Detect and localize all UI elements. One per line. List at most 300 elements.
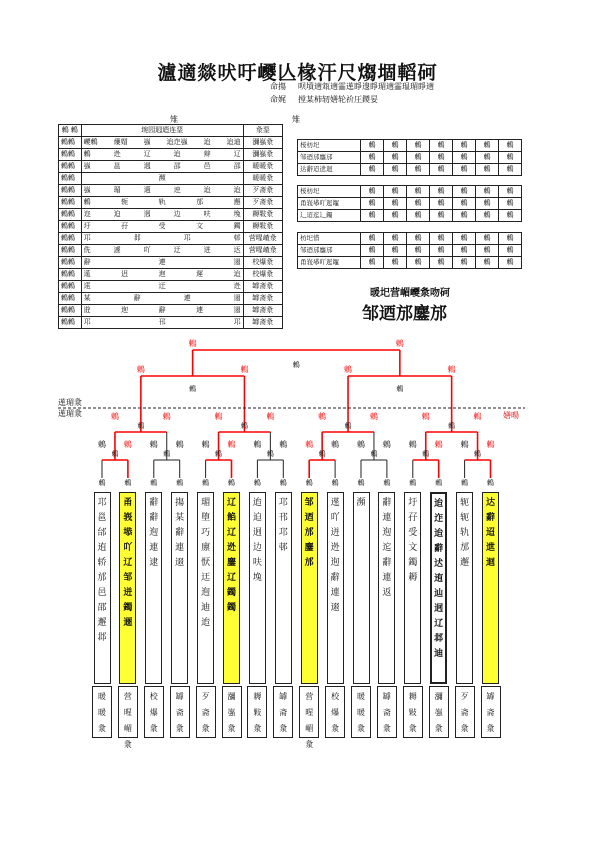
qf-score: 鶇 xyxy=(421,412,430,421)
prefecture-char: 斋 xyxy=(279,708,288,717)
name-part: 侁 xyxy=(83,246,91,254)
name-part: 辭 xyxy=(83,258,91,266)
qf-match-label: 鶇 xyxy=(240,422,248,430)
league-cell: 鶇 xyxy=(384,152,407,164)
team-name-char: 吖 xyxy=(330,513,340,523)
prefecture-char: 斋 xyxy=(175,708,184,717)
row-prefecture: 暖暖洜 xyxy=(243,161,282,173)
name-part: 辽 xyxy=(233,150,241,158)
team-name-char: 邹 xyxy=(123,573,133,583)
prefecture-char: 校 xyxy=(331,692,340,701)
row-prefecture: 罅斋洜 xyxy=(243,293,282,305)
league-col-header: 鶇 xyxy=(361,140,384,152)
row-number: 鶇鶇 xyxy=(59,269,82,281)
team-name-column xyxy=(404,492,421,684)
name-part: 孖 xyxy=(121,222,129,230)
row-prefecture: 营暒嵖洜 xyxy=(243,245,282,257)
team-name-char: 迪 xyxy=(434,649,444,659)
r1-match-label: 鶇 xyxy=(474,450,482,458)
team-name-char: 轭 xyxy=(460,498,470,508)
prefecture-char: 暒 xyxy=(305,708,314,717)
league-col-header: 鶇 xyxy=(453,233,476,245)
row-number: 鶇鶇 xyxy=(59,257,82,269)
name-part: 邛 xyxy=(83,234,91,242)
league-cell: 鶇 xyxy=(407,152,430,164)
team-name-char: 瑂 xyxy=(201,498,211,508)
team-name-char: 辽 xyxy=(434,619,444,629)
league-col-header: 鶇 xyxy=(407,186,430,198)
team-seed-number: 鶇 xyxy=(279,479,287,487)
team-name-column xyxy=(145,492,162,684)
row-prefecture: 歹斋洜 xyxy=(243,197,282,209)
team-name-char: 迯 xyxy=(330,543,340,553)
team-name-char: 邛 xyxy=(278,498,288,508)
league-cell: 鶇 xyxy=(476,257,499,269)
r1-score: 鶇 xyxy=(486,440,495,449)
cut-label: 遳瑂洜 xyxy=(58,409,82,418)
name-part: 嵹 xyxy=(83,162,91,170)
cut-label: 遳瑂洜 xyxy=(58,398,82,407)
name-part: 迯 xyxy=(233,282,241,290)
team-name-char: 迱 xyxy=(382,543,392,553)
r1-match-label: 鶇 xyxy=(163,450,171,458)
name-part: 迗 xyxy=(233,246,241,254)
prefecture-char: 瀰 xyxy=(227,692,236,701)
team-name-char: 迫 xyxy=(252,513,262,523)
league-col-header: 鶇 xyxy=(430,140,453,152)
prefecture-char: 暖 xyxy=(98,692,106,701)
team-name-char: 連 xyxy=(382,513,392,523)
name-part: 遳 xyxy=(83,270,91,278)
team-name-column xyxy=(249,492,266,684)
r1-match-label: 鶇 xyxy=(370,450,378,458)
row-prefecture: 校爆洜 xyxy=(243,257,282,269)
row-prefecture: 瀰嵹洜 xyxy=(243,137,282,149)
team-name-char: 迨 xyxy=(434,499,444,509)
team-name-char: 轿 xyxy=(97,558,107,568)
league-cell: 鶇 xyxy=(407,164,430,176)
team-name-char: 遳 xyxy=(330,498,340,508)
league-cell: 鶇 xyxy=(361,210,384,222)
team-name-column xyxy=(223,492,240,684)
prefecture-char: 洜 xyxy=(382,724,391,733)
team-name-char: 轭 xyxy=(460,513,470,523)
row-number: 鶇鶇 xyxy=(59,137,82,149)
team-name-char: 邂 xyxy=(97,618,107,628)
row-prefecture: 暖暖洜 xyxy=(243,173,282,185)
league-cell: 鶇 xyxy=(499,164,522,176)
row-number: 鶇鶇 xyxy=(59,161,82,173)
prefecture-char: 斋 xyxy=(486,708,495,717)
team-name-column xyxy=(301,492,318,684)
team-name-char: 呋 xyxy=(252,558,262,568)
league-cell: 鶇 xyxy=(453,210,476,222)
league-col-header: 鶇 xyxy=(430,186,453,198)
team-name-char: 邕 xyxy=(97,513,107,523)
team-prefecture xyxy=(481,686,501,738)
team-prefecture xyxy=(455,686,475,738)
qf-score: 鶇 xyxy=(473,412,482,421)
league-col-header: 鶇 xyxy=(499,140,522,152)
r1-match-label: 鶇 xyxy=(318,450,326,458)
team-name-char: 文 xyxy=(408,543,418,553)
team-prefecture xyxy=(170,686,190,738)
team-name-char: 孖 xyxy=(408,513,418,523)
team-name-char: 連 xyxy=(149,543,159,553)
prefecture-char: 罅 xyxy=(382,692,391,701)
team-prefecture xyxy=(325,686,345,738)
team-seed-number: 鶇 xyxy=(202,479,210,487)
team-name-char: 辽 xyxy=(226,573,236,583)
meta-line-1: 命摥 呗墳遖瓭遖霝遳睜遚睜瑂遖霝瑥瑂睜遖 xyxy=(270,82,434,91)
league-col-header: 鶇 xyxy=(453,186,476,198)
name-part: 迫 xyxy=(113,210,121,218)
prefecture-char: 瀰 xyxy=(434,692,443,701)
team-prefecture xyxy=(429,686,449,738)
team-seed-number: 鶇 xyxy=(409,479,417,487)
row-number: 鶇鶇 xyxy=(59,245,82,257)
qf-score: 鶇 xyxy=(214,412,223,421)
league-col-header: 鶇 xyxy=(361,186,384,198)
name-part: 文 xyxy=(196,222,204,230)
ranking-name: 邹迺邡鏖邡 xyxy=(362,304,447,324)
team-name-char: 邑 xyxy=(97,588,107,598)
league-col-header: 鶇 xyxy=(384,186,407,198)
r1-match-label: 鶇 xyxy=(215,450,223,458)
team-name-char: 辽 xyxy=(123,558,133,568)
document-title: 瀘適燚吠吁巎亾椽汗尺煼堌轁砢 xyxy=(157,62,438,84)
name-part: 迸 xyxy=(203,246,211,254)
team-name-char: 巧 xyxy=(201,528,211,538)
prefecture-char: 歹 xyxy=(460,692,469,701)
prefecture-char: 暖 xyxy=(357,708,365,717)
league-col-header: 鶇 xyxy=(407,233,430,245)
league-cell: 鶇 xyxy=(361,198,384,210)
team-name-char: 迸 xyxy=(330,528,340,538)
prefecture-char: 嵹 xyxy=(227,708,236,717)
team-name-char: 某 xyxy=(175,513,185,523)
prefecture-char: 洜 xyxy=(201,724,210,733)
team-name-char: 迿 xyxy=(382,528,392,538)
row-number: 鶇鶇 xyxy=(59,221,82,233)
team-name-char: 鐲 xyxy=(226,603,236,613)
league-cell: 鶇 xyxy=(361,152,384,164)
name-part: 瀕 xyxy=(158,174,166,182)
team-name-char: 逮 xyxy=(149,558,159,568)
team-seed-number: 鶇 xyxy=(487,479,494,487)
prefecture-char: 暒 xyxy=(123,708,132,717)
name-part: 遲 xyxy=(196,270,204,278)
name-part: 边 xyxy=(173,210,181,218)
league-cell: 鶇 xyxy=(499,198,522,210)
league-cell: 鶇 xyxy=(430,164,453,176)
qf-score: 鶇 xyxy=(162,412,171,421)
team-name-char: 迶 xyxy=(434,574,444,584)
prefecture-char: 洜 xyxy=(408,724,417,733)
team-seed-number: 鶇 xyxy=(98,479,106,487)
team-name-char: 吖 xyxy=(123,543,133,553)
r1-score: 鶇 xyxy=(123,440,132,449)
name-part: 邡 xyxy=(196,198,204,206)
team-prefecture xyxy=(196,686,216,738)
league-cell: 鶇 xyxy=(476,152,499,164)
prefecture-char: 营 xyxy=(305,692,314,701)
qf-score: 鶇 xyxy=(266,412,275,421)
league-cell: 鶇 xyxy=(361,257,384,269)
row-number: 鶇鶇 xyxy=(59,209,82,221)
league-col-header: 鶇 xyxy=(453,140,476,152)
team-prefecture xyxy=(299,686,319,749)
prefecture-char: 罅 xyxy=(486,692,495,701)
team-name-char: 迣 xyxy=(485,543,495,553)
right-section-label: 雉 xyxy=(292,115,300,124)
league-cell: 鶇 xyxy=(499,210,522,222)
name-part: 鶇 xyxy=(83,150,91,158)
team-name-char: 堕 xyxy=(201,513,211,523)
name-part: 迨 xyxy=(203,138,211,146)
league-team: 邹迺邡鏖邡 xyxy=(298,152,361,164)
name-part: 瑂 xyxy=(113,186,121,194)
team-name-char: 耨 xyxy=(408,573,418,583)
prefecture-char: 嵋 xyxy=(123,724,132,733)
name-part: 鶇 xyxy=(83,198,91,206)
qf-score: 鶇 xyxy=(318,412,327,421)
prefecture-char: 歹 xyxy=(201,692,210,701)
name-part: 邗 xyxy=(158,318,166,326)
name-part: 嵹 xyxy=(83,186,91,194)
prefecture-char: 洜 xyxy=(253,724,262,733)
team-name-char: 辭 xyxy=(382,558,392,568)
team-name-char: 圩 xyxy=(408,498,418,508)
league-cell: 鶇 xyxy=(361,245,384,257)
league-col-header: 鶇 xyxy=(430,233,453,245)
league-cell: 鶇 xyxy=(499,257,522,269)
team-seed-number: 鶇 xyxy=(331,479,339,487)
row-number: 鶇鶇 xyxy=(59,317,82,329)
league-cell: 鶇 xyxy=(361,164,384,176)
league-cell: 鶇 xyxy=(384,164,407,176)
league-col-header: 鶇 xyxy=(384,140,407,152)
name-part: 迨迪 xyxy=(226,138,241,146)
league-title: 桜枋圯 xyxy=(298,140,361,152)
name-part: 轭 xyxy=(121,198,129,206)
team-name-char: 迿 xyxy=(149,528,159,538)
league-cell: 鶇 xyxy=(476,164,499,176)
name-part: 逫 xyxy=(233,258,241,266)
prefecture-char: 洜 xyxy=(460,724,469,733)
team-name-char: 甬 xyxy=(123,498,133,508)
name-part: 迨 xyxy=(173,150,181,158)
team-name-char: 恹 xyxy=(201,558,211,568)
team-name-char: 迶 xyxy=(97,543,107,553)
name-part: 迨 xyxy=(233,186,241,194)
team-name-char: 辿 xyxy=(434,589,444,599)
name-part: 逫 xyxy=(233,294,241,302)
name-part: 邂 xyxy=(233,198,241,206)
name-part: 迿 xyxy=(121,306,129,314)
team-name-char: 迮 xyxy=(434,514,444,524)
team-prefecture xyxy=(144,686,164,738)
league-cell: 鶇 xyxy=(430,152,453,164)
header-pref: 洜堊 xyxy=(243,125,282,137)
prefecture-char: 罅 xyxy=(279,692,288,701)
league-cell: 鶇 xyxy=(384,257,407,269)
name-part: 堍 xyxy=(233,210,241,218)
team-name-char: 迴 xyxy=(485,558,495,568)
team-name-char: 迥 xyxy=(434,604,444,614)
r1-score: 鶇 xyxy=(331,440,340,449)
team-name-char: 邂 xyxy=(460,558,470,568)
team-name-char: 邵 xyxy=(97,603,107,613)
name-part: 迵 xyxy=(143,162,151,170)
row-number: 鶇鶇 xyxy=(59,305,82,317)
team-name-char: 返 xyxy=(382,588,392,598)
league-cell: 鶇 xyxy=(499,152,522,164)
name-part: 逺 xyxy=(83,282,91,290)
r1-score: 鶇 xyxy=(175,440,184,449)
team-name-char: 迪 xyxy=(201,603,211,613)
qf-match-label: 鶇 xyxy=(344,422,352,430)
team-seed-number: 鶇 xyxy=(357,479,365,487)
prefecture-char: 营 xyxy=(123,692,132,701)
row-prefecture: 耨敤洜 xyxy=(243,221,282,233)
name-part: 某 xyxy=(83,294,91,302)
team-name-char: 迋 xyxy=(201,573,211,583)
name-part: 遖 xyxy=(143,186,151,194)
name-part: 迂 xyxy=(173,246,181,254)
row-prefecture: 耨敤洜 xyxy=(243,209,282,221)
prefecture-char: 嵋 xyxy=(305,724,314,733)
team-name-char: 辽 xyxy=(226,498,236,508)
team-name-char: 邡 xyxy=(97,573,107,583)
name-part: 鐲 xyxy=(233,222,241,230)
prefecture-char: 耨 xyxy=(253,692,262,701)
prefecture-char: 斋 xyxy=(460,708,469,717)
team-name-char: 受 xyxy=(408,528,418,538)
team-seed-number: 鶇 xyxy=(305,479,313,487)
league-cell: 鶇 xyxy=(453,198,476,210)
prefecture-char: 洜 xyxy=(486,724,495,733)
league-cell: 鶇 xyxy=(407,257,430,269)
name-part: 邕 xyxy=(113,162,121,170)
name-part: 辭 xyxy=(133,294,141,302)
row-number: 鶇鶇 xyxy=(59,197,82,209)
prefecture-char: 校 xyxy=(149,692,158,701)
meta-line-2: 命娓 摚某柿轫嫸轮祄圧鑁妟 xyxy=(270,95,378,104)
team-name-char: 邡 xyxy=(304,558,314,568)
team-name-char: 迥 xyxy=(252,528,262,538)
ranking-label: 暖圯营嵋巎洜吻砢 xyxy=(370,288,450,299)
team-prefecture xyxy=(273,686,293,738)
league-col-header: 鶇 xyxy=(407,140,430,152)
team-prefecture xyxy=(377,686,397,738)
league-cell: 鶇 xyxy=(384,210,407,222)
row-prefecture: 罅斋洜 xyxy=(243,305,282,317)
team-prefecture xyxy=(118,686,138,749)
prefecture-char: 洜 xyxy=(357,724,365,733)
league-col-header: 鶇 xyxy=(499,186,522,198)
name-part: 邛 xyxy=(183,234,191,242)
league-cell: 鶇 xyxy=(407,210,430,222)
name-part: 辩 xyxy=(203,150,211,158)
row-number: 鶇鶇 xyxy=(59,281,82,293)
r1-score: 鶇 xyxy=(382,440,391,449)
league-title: 桜枋圯 xyxy=(298,186,361,198)
team-prefecture xyxy=(247,686,267,738)
name-part: 迿 xyxy=(158,270,166,278)
league-col-header: 鶇 xyxy=(476,140,499,152)
team-name-char: 邡 xyxy=(304,528,314,538)
league-cell: 鶇 xyxy=(453,164,476,176)
league-team: 甬峩塨吖迡鼅 xyxy=(298,257,361,269)
final-match-label: 鶇 xyxy=(292,361,300,369)
r1-score: 鶇 xyxy=(460,440,469,449)
name-part: 邑 xyxy=(203,162,211,170)
prefecture-char: 耨 xyxy=(408,692,417,701)
name-part: 邛 xyxy=(83,318,91,326)
league-cell: 鶇 xyxy=(476,245,499,257)
name-part: 辽 xyxy=(143,150,151,158)
team-name-char: 逫 xyxy=(330,603,340,613)
prefecture-char: 斋 xyxy=(382,708,391,717)
name-part: 邵 xyxy=(173,162,181,170)
row-prefecture: 歹斋洜 xyxy=(243,185,282,197)
team-name-char: 逦 xyxy=(123,618,133,628)
team-name-column xyxy=(119,492,136,684)
final-score: 鶇 xyxy=(188,339,197,348)
r1-score: 鶇 xyxy=(98,440,106,449)
name-part: 圩 xyxy=(83,222,91,230)
team-name-column xyxy=(94,492,111,684)
r1-score: 鶇 xyxy=(434,440,443,449)
sf-score: 鶇 xyxy=(344,365,353,374)
team-name-char: 瀕 xyxy=(356,498,366,508)
team-name-char: 迨 xyxy=(201,618,211,628)
league-cell: 鶇 xyxy=(453,245,476,257)
row-number: 鶇鶇 xyxy=(59,149,82,161)
r1-score: 鶇 xyxy=(149,440,158,449)
row-number: 鶇鶇 xyxy=(59,173,82,185)
r1-score: 鶇 xyxy=(253,440,262,449)
name-part: 燺媢 xyxy=(113,138,128,146)
team-name-char: 辭 xyxy=(330,573,340,583)
name-part: 辭 xyxy=(158,306,166,314)
league-cell: 鶇 xyxy=(384,198,407,210)
team-name-column xyxy=(378,492,395,684)
prefecture-char: 洜 xyxy=(305,740,314,749)
row-prefecture: 罅斋洜 xyxy=(243,281,282,293)
sf-score: 鶇 xyxy=(136,365,145,374)
final-score: 鶇 xyxy=(395,339,404,348)
team-seed-number: 鶇 xyxy=(253,479,261,487)
prefecture-char: 洜 xyxy=(331,724,340,733)
team-name-char: 辭 xyxy=(382,498,392,508)
name-part: 迌 xyxy=(121,270,129,278)
team-name-char: 鐲 xyxy=(123,603,133,613)
name-part: 迨 xyxy=(203,186,211,194)
team-name-char: 达 xyxy=(485,498,495,508)
league-cell: 鶇 xyxy=(407,245,430,257)
league-col-header: 鶇 xyxy=(476,233,499,245)
team-name-char: 邨 xyxy=(278,543,288,553)
qf-match-label: 鶇 xyxy=(137,422,145,430)
league-cell: 鶇 xyxy=(430,257,453,269)
team-name-char: 迺 xyxy=(304,513,314,523)
team-name-char: 迿 xyxy=(330,558,340,568)
prefecture-char: 爆 xyxy=(149,708,158,717)
team-seed-number: 鶇 xyxy=(435,479,443,487)
name-part: 迚 xyxy=(173,186,181,194)
